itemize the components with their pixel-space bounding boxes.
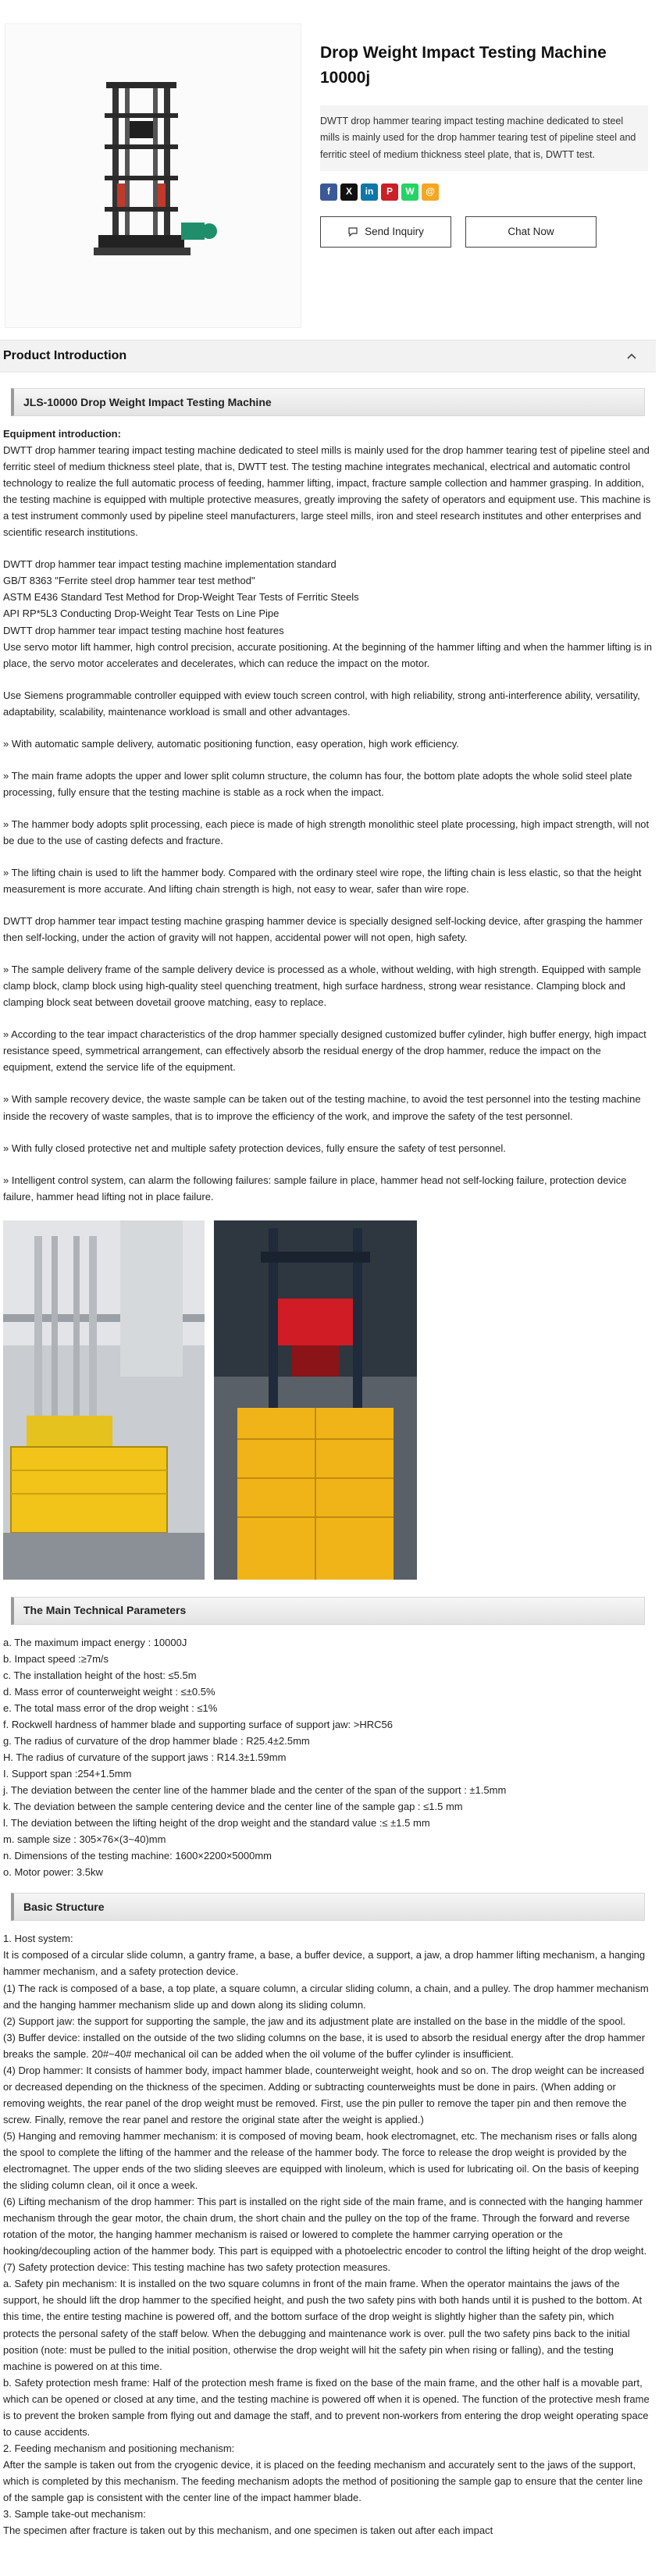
product-introduction-bar[interactable]	[0, 340, 656, 372]
send-inquiry-label: Send Inquiry	[365, 225, 424, 237]
parameter-item: j. The deviation between the center line of the hammer blade and the center of the span of the support : ±1.5mm	[3, 1784, 507, 1797]
parameter-item: a. The maximum impact energy : 10000J	[3, 1636, 187, 1648]
action-buttons	[320, 216, 648, 248]
product-description	[0, 388, 656, 2539]
structure-paragraph: 1. Host system:	[3, 1933, 73, 1945]
share-buttons	[320, 183, 648, 201]
structure-paragraph: 3. Sample take-out mechanism:	[3, 2508, 146, 2521]
standard-line: ASTM E436 Standard Test Method for Drop-Weight Tear Tests of Ferritic Steels	[3, 591, 359, 604]
structure-paragraph: It is composed of a circular slide column, a gantry frame, a base, a buffer device, a support, a jaw, a drop hammer lifting mechanism, a hanging hammer mechanism, and a safety protection device.	[3, 1949, 646, 1978]
structure-paragraph: (4) Drop hammer: It consists of hammer body, impact hammer blade, counterweight weight, hook and so on. The drop weight can be increased or decreased depending on the thickness of the specimen. Adding or subtracting counterweights must be done in pairs. (When adding or removing weights, the rear panel of the drop weight must be removed. First, use the pin puller to remove the taper pin and then remove the screw. Finally, remove the rear panel and restore the original state after the weight is applied.)	[3, 2064, 645, 2125]
feature-paragraph: » The lifting chain is used to lift the hammer body. Compared with the ordinary steel wire rope, the lifting chain is less elastic, so that the height measurement is more accurate. And lifting chain strength is high, not easy to wear, safer than wire rope.	[3, 866, 642, 896]
product-info	[320, 23, 648, 336]
section-heading-model: JLS-10000 Drop Weight Impact Testing Machine	[11, 388, 645, 416]
feature-paragraph: » The hammer body adopts split processing, each piece is made of high strength monolithic steel plate processing, high impact strength, will not be due to the use of casting defects and fracture.	[3, 818, 650, 846]
parameter-item: o. Motor power: 3.5kw	[3, 1866, 103, 1879]
send-inquiry-button[interactable]	[320, 216, 451, 248]
feature-paragraph: DWTT drop hammer tear impact testing machine grasping hammer device is specially designed self-locking device, after grasping the hammer then self-locking, under the action of gravity will not happen, accidental power will not open, high safety.	[3, 915, 643, 944]
parameter-item: c. The installation height of the host: ≤5.5m	[3, 1669, 197, 1681]
feature-paragraph: » According to the tear impact characteristics of the drop hammer specially designed customized buffer cylinder, high buffer energy, high impact resistance speed, symmetrical arrangement, can effectively absorb the residual energy of the drop hammer, reduce the impact on the equipment, extend the service life of the equipment.	[3, 1028, 646, 1074]
parameter-item: m. sample size : 305×76×(3~40)mm	[3, 1833, 166, 1846]
standard-line: API RP*5L3 Conducting Drop-Weight Tear Tests on Line Pipe	[3, 607, 280, 620]
machine-photo-side[interactable]	[3, 1220, 205, 1580]
section-heading-technical-parameters: The Main Technical Parameters	[11, 1597, 645, 1625]
equipment-intro-text: DWTT drop hammer tearing impact testing machine dedicated to steel mills is mainly used for the drop hammer tearing test of pipeline steel and ferritic steel of medium thickness steel plate, that is, DWTT test. The testing machine integrates mechanical, electrical and automatic control technology to realize the full automatic process of feeding, hammer lifting, impact, fracture sample collection and hammer grasping. In addition, the testing machine is equipped with multiple protective measures, greatly improving the safety of operators and equipment use. This machine is a test instrument commonly used by pipeline steel manufacturers, large steel mills, iron and steel research institutes and other enterprises and scientific research institutions.	[3, 444, 651, 539]
chevron-up-icon[interactable]	[626, 352, 637, 360]
parameter-item: k. The deviation between the sample centering device and the center line of the sample gap : ≤1.5 mm	[3, 1801, 463, 1813]
parameter-item: I. Support span :254+1.5mm	[3, 1768, 132, 1780]
whatsapp-icon[interactable]: W	[401, 183, 418, 201]
feature-paragraph: » The sample delivery frame of the sample delivery device is processed as a whole, without welding, with high strength. Equipped with sample clamp block, clamp block using high-quality steel quenching treatment, high surface hardness, strong wear resistance. Clamping block and clamping block seat between dovetail groove matching, easy to replace.	[3, 964, 642, 1009]
x-icon[interactable]: X	[340, 183, 358, 201]
facebook-icon[interactable]: f	[320, 183, 337, 201]
testing-machine-illustration	[75, 66, 231, 285]
email-icon[interactable]: @	[422, 183, 439, 201]
parameter-item: f. Rockwell hardness of hammer blade and supporting surface of support jaw: >HRC56	[3, 1718, 393, 1730]
structure-paragraph: a. Safety pin mechanism: It is installed on the two square columns in front of the main frame. When the operator maintains the jaws of the support, he should lift the drop hammer to the specified height, and push the two safety pins with both hands until it is pushed to the bottom. At this time, the entire testing machine is powered off, and the bottom surface of the drop weight is slightly higher than the safety pin, which protects the personal safety of the staff below. When the debugging and maintenance work is over. pull the two safety pins back to the initial position (note: must be pulled to the initial position, otherwise the drop weight will hit the safety pin when rising or falling), and the testing machine is powered on at this time.	[3, 2278, 643, 2372]
product-introduction-title: Product Introduction	[3, 349, 127, 363]
feature-paragraph: » With automatic sample delivery, automatic positioning function, easy operation, high work efficiency.	[3, 737, 459, 750]
feature-paragraph: » The main frame adopts the upper and lower split column structure, the column has four, the bottom plate adopts the whole solid steel plate processing, fully ensure that the testing machine is stable as a rock when the impact.	[3, 769, 632, 798]
feature-paragraph: » With fully closed protective net and multiple safety protection devices, fully ensure the safety of test personnel.	[3, 1142, 506, 1154]
parameter-item: b. Impact speed :≥7m/s	[3, 1652, 109, 1665]
structure-paragraph: (5) Hanging and removing hammer mechanism: it is composed of moving beam, hook electromagnet, etc. The mechanism rises or falls along the spool to complete the lifting of the hammer and the release of the hammer body. The force to release the drop weight is provided by the electromagnet. The upper ends of the two sliding sleeves are equipped with linoleum, which is used for lubricating oil. On the basis of keeping the sliding column clean, oil it once a week.	[3, 2129, 639, 2192]
parameter-item: n. Dimensions of the testing machine: 1600×2200×5000mm	[3, 1850, 272, 1862]
linkedin-icon[interactable]: in	[361, 183, 378, 201]
parameter-item: l. The deviation between the lifting height of the drop weight and the standard value :≤ ±1.5 mm	[3, 1817, 430, 1830]
product-summary: DWTT drop hammer tearing impact testing machine dedicated to steel mills is mainly used for the drop hammer tearing test of pipeline steel and ferritic steel of medium thickness steel plate, that is, DWTT test.	[320, 105, 648, 171]
chat-now-label: Chat Now	[508, 225, 554, 237]
structure-paragraph: (3) Buffer device: installed on the outside of the two sliding columns on the base, it is used to absorb the residual energy after the drop hammer breaks the sample. 20#~40# mechanical oil can be added when the oil volume of the buffer cylinder is insufficient.	[3, 2031, 646, 2060]
structure-paragraph: (1) The rack is composed of a base, a top plate, a square column, a circular sliding column, a chain, and a pulley. The drop hammer mechanism and the hanging hammer mechanism slide up and down along its sliding column.	[3, 1982, 649, 2011]
parameter-item: g. The radius of curvature of the drop hammer blade : R25.4±2.5mm	[3, 1734, 310, 1747]
structure-paragraph: b. Safety protection mesh frame: Half of the protection mesh frame is fixed on the base of the main frame, and the other half is a movable part, which can be opened or closed at any time, and the testing machine is powered off when it is opened. The function of the protective mesh frame is to prevent the broken sample from flying out and damage the staff, and to prevent non-workers from entering the drop weight operating space to cause accidents.	[3, 2376, 650, 2438]
machine-photo-front-image	[214, 1220, 417, 1580]
structure-paragraph: (6) Lifting mechanism of the drop hammer: This part is installed on the right side of the main frame, and is connected with the hanging hammer mechanism through the gear motor, the chain drum, the short chain and the pulley on the top of the frame. Through the forward and reverse rotation of the motor, the hanging hammer mechanism is raised or lowered to complete the hammer carrying operation or the hooking/decoupling action of the hammer body. This part is equipped with a photoelectric encoder to control the lifting height of the drop weight.	[3, 2196, 647, 2257]
standard-line: DWTT drop hammer tear impact testing machine host features	[3, 624, 284, 636]
standard-line: GB/T 8363 "Ferrite steel drop hammer tear test method"	[3, 575, 255, 587]
standard-line: Use servo motor lift hammer, high control precision, accurate positioning. At the beginning of the hammer lifting and when the hammer lifting is in place, the servo motor accelerates and decelerates, which can reduce the impact on the motor.	[3, 640, 652, 669]
product-photos	[3, 1220, 653, 1580]
standard-line: DWTT drop hammer tear impact testing machine implementation standard	[3, 558, 337, 571]
product-title: Drop Weight Impact Testing Machine 10000j	[320, 44, 607, 87]
equipment-intro-label: Equipment introduction:	[3, 428, 121, 440]
chat-now-button[interactable]	[465, 216, 597, 248]
structure-paragraph: (7) Safety protection device: This testing machine has two safety protection measures.	[3, 2261, 391, 2274]
chat-bubble-icon	[347, 226, 358, 237]
feature-paragraph: Use Siemens programmable controller equipped with eview touch screen control, with high reliability, strong anti-interference ability, versatility, adaptability, scalability, maintenance workload is small and other advantages.	[3, 689, 640, 718]
section-heading-basic-structure: Basic Structure	[11, 1893, 645, 1921]
structure-paragraph: After the sample is taken out from the cryogenic device, it is placed on the feeding mechanism and accurately sent to the jaws of the support, which is completed by this mechanism. The feeding mechanism adopts the method of positioning the sample gap to ensure that the center line of the sample gap is consistent with the center line of the impact hammer blade.	[3, 2458, 643, 2503]
product-image[interactable]	[5, 23, 301, 328]
parameter-item: H. The radius of curvature of the support jaws : R14.3±1.59mm	[3, 1751, 287, 1764]
machine-photo-side-image	[3, 1220, 205, 1580]
parameter-item: d. Mass error of counterweight weight : ≤±0.5%	[3, 1685, 215, 1698]
feature-paragraph: » With sample recovery device, the waste sample can be taken out of the testing machine, to avoid the test personnel into the testing machine inside the recovery of waste samples, that is to improve the efficiency of the work, and improve the safety of the test personnel.	[3, 1093, 641, 1122]
structure-paragraph: (2) Support jaw: the support for supporting the sample, the jaw and its adjustment plate are installed on the base in the middle of the spool.	[3, 2015, 626, 2027]
machine-photo-front[interactable]	[214, 1220, 417, 1580]
parameter-item: e. The total mass error of the drop weight : ≤1%	[3, 1701, 218, 1714]
pinterest-icon[interactable]: P	[381, 183, 398, 201]
structure-paragraph: 2. Feeding mechanism and positioning mechanism:	[3, 2442, 235, 2454]
structure-paragraph: The specimen after fracture is taken out by this mechanism, and one specimen is taken out after each impact	[3, 2524, 493, 2537]
feature-paragraph: » Intelligent control system, can alarm the following failures: sample failure in place, hammer head not self-locking failure, protection device failure, hammer head lifting not in place failure.	[3, 1174, 627, 1202]
product-header	[0, 0, 666, 336]
